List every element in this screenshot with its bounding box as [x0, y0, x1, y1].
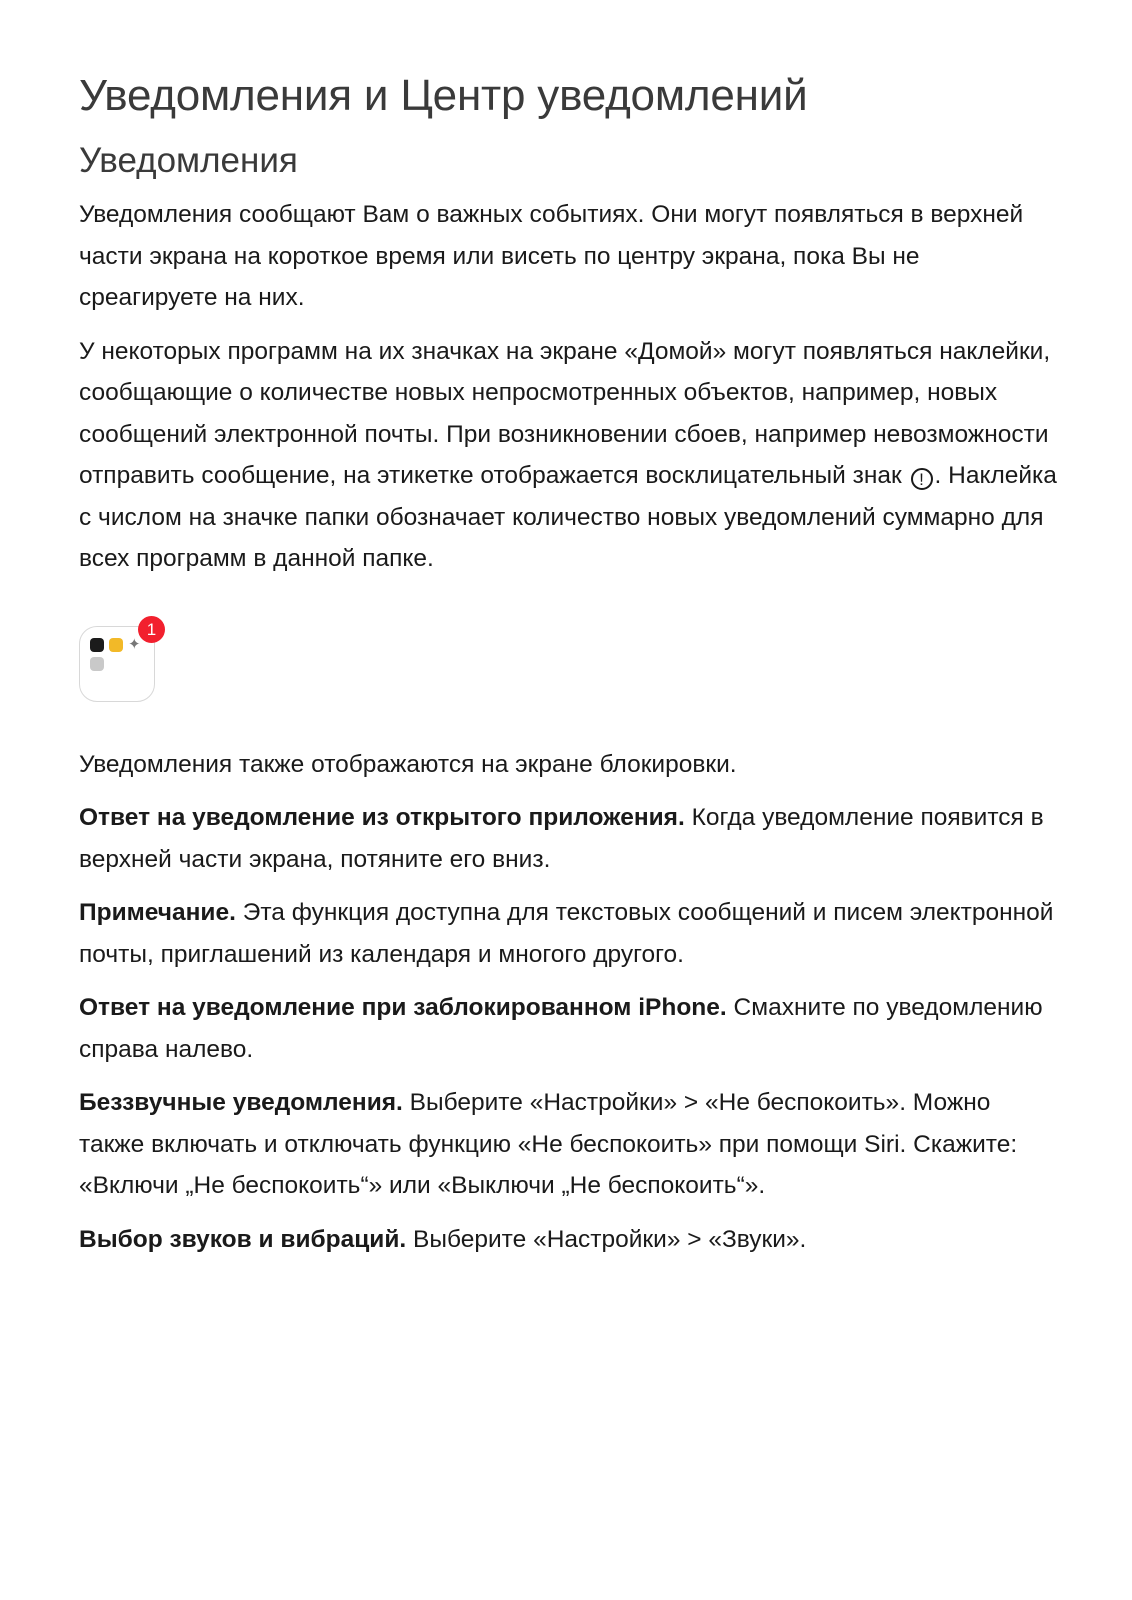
item-heading: Выбор звуков и вибраций. — [79, 1225, 407, 1253]
item-note — [79, 892, 1059, 975]
paragraph-lock-screen: Уведомления также отображаются на экране блокировки. — [79, 750, 737, 778]
paragraph-badges-text-end: . Наклейка с числом на значке папки обозначает количество новых уведомлений суммарно для всех программ в данной папке. — [79, 462, 1057, 572]
notification-badge: 1 — [138, 616, 165, 643]
page-title: Уведомления и Центр уведомлений — [79, 71, 808, 120]
app-icon-black — [90, 638, 104, 652]
item-heading: Ответ на уведомление при заблокированном iPhone. — [79, 994, 727, 1021]
item-reply-open-app — [79, 797, 1059, 880]
document-page — [79, 64, 1059, 1260]
item-text: Эта функция доступна для текстовых сообщений и писем электронной почты, приглашений из календаря и многого другого. — [79, 899, 1054, 968]
paragraph-badges-text: У некоторых программ на их значках на экране «Домой» могут появляться наклейки, сообщающие о количестве новых непросмотренных объектов, например, новых сообщений электронной почты. При возникновении сбоев, например невозможности отправить сообщение, на этикетке отображается восклицательный знак — [79, 337, 1051, 489]
item-reply-locked — [79, 987, 1059, 1070]
paragraph-intro: Уведомления сообщают Вам о важных событиях. Они могут появляться в верхней части экрана на короткое время или висеть по центру экрана, пока Вы не среагируете на них. — [79, 201, 1024, 311]
item-text: Когда уведомление появится в верхней части экрана, потяните его вниз. — [79, 804, 1044, 873]
item-heading: Ответ на уведомление из открытого приложения. — [79, 804, 685, 831]
item-sounds — [79, 1219, 1059, 1261]
item-heading: Беззвучные уведомления. — [79, 1089, 403, 1116]
paragraph-badges — [79, 331, 1059, 580]
item-text: Выберите «Настройки» > «Не беспокоить». Можно также включать и отключать функцию «Не беспокоить» при помощи Siri. Скажите: «Включи „Не беспокоить“» или «Выключи „Не беспокоить“». — [79, 1089, 1018, 1199]
folder-icon-illustration — [79, 616, 179, 716]
exclamation-icon: ! — [911, 468, 933, 490]
item-heading: Примечание. — [79, 899, 236, 926]
item-text: Смахните по уведомлению справа налево. — [79, 994, 1043, 1063]
app-icon-contacts — [90, 657, 104, 671]
item-silent — [79, 1082, 1059, 1207]
app-icon-yellow — [109, 638, 123, 652]
sparkle-icon: ✦ — [128, 635, 141, 653]
item-text: Выберите «Настройки» > «Звуки». — [406, 1225, 807, 1253]
section-heading: Уведомления — [79, 141, 298, 180]
